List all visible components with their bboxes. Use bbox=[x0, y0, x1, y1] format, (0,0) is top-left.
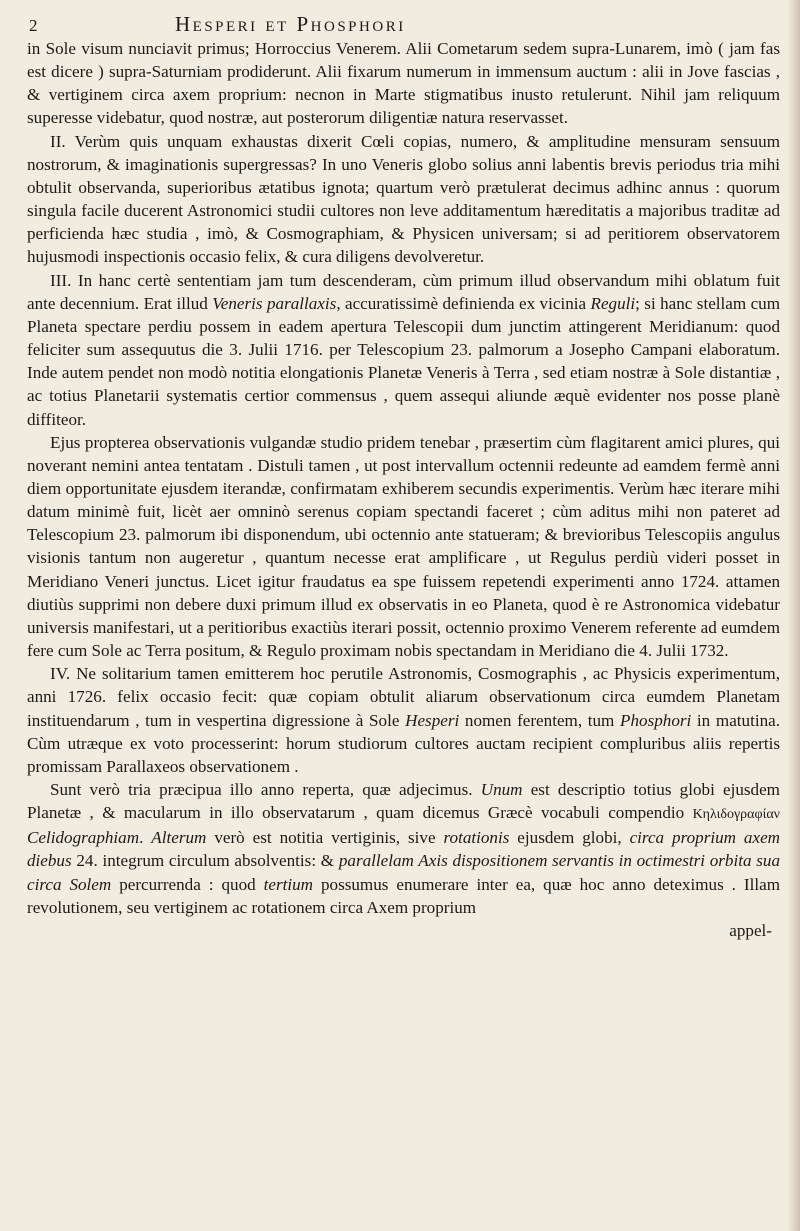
page-number: 2 bbox=[29, 16, 38, 35]
paragraph-section-4 bbox=[27, 662, 780, 778]
italic-veneris-parallaxis: Veneris parallaxis bbox=[212, 293, 337, 313]
page-header bbox=[27, 12, 780, 36]
paragraph-section-3 bbox=[27, 269, 780, 431]
section-number-4: IV. bbox=[50, 664, 71, 684]
paragraph-5-text-b: nomen ferentem, tum bbox=[459, 710, 621, 730]
paragraph-6-text-h: percurrenda : quod bbox=[111, 874, 264, 894]
italic-parallelam-axis: parallelam Axis dispositionem servantis in octimestri orbita sua circa Solem bbox=[27, 851, 781, 894]
italic-phosphori: Phosphori bbox=[620, 710, 692, 730]
paragraph-3-text-a: In hanc certè sententiam jam tum descenderam, cùm primum illud observandum mihi oblatum fuit ante decennium. Erat illud bbox=[27, 270, 781, 313]
greek-word: Κηλιδογραφίαν bbox=[692, 807, 780, 823]
catchword: appel- bbox=[729, 920, 772, 940]
italic-circa-axem: circa proprium axem diebus bbox=[27, 828, 780, 871]
paragraph-6-text-j: possumus enumerare inter ea, quæ hoc anno deteximus . Illam revolutionem, seu vertiginem ac rotationem circa Axem proprium bbox=[27, 874, 780, 917]
paragraph-6-text-d: . bbox=[139, 828, 152, 848]
paragraph-2-text: Verùm quis unquam exhaustas dixerit Cœli copias, numero, & amplitudine mensuram sensuum nostrorum, & imaginationis supergressas? In uno Veneris globo solius anni labentis brevis periodus tria mihi obtulit observanda, superioribus ætatibus ignota; quartum verò prætulerat decimus adhinc annus : quorum singula facile ducerent Astronomici studii cultores non leve additamentum hæreditatis a majoribus traditæ ad perficienda hæc studia , imò, & Cosmographiam, & Physicen universam; si ad peritiorem observatorem hujusmodi inspectionis occasio felix, & cura diligens devolveretur. bbox=[27, 131, 780, 267]
italic-celidographiam: Celidographiam bbox=[27, 828, 140, 848]
paragraph-5-text-c: in matutina. Cùm utræque ex voto processerint: horum studiorum cultores auctam recipient compluribus aliis repertis promissam Parallaxeos observationem . bbox=[27, 710, 780, 776]
paragraph-6-text-g: 24. integrum circulum absolventis: & bbox=[71, 851, 339, 871]
paragraph-5-text-a: Ne solitarium tamen emitterem hoc perutile Astronomis, Cosmographis , ac Physicis experimentum, anni 1726. felix occasio fecit: quæ copiam obtulit aliarum observationum circa eumdem Planetam instituendarum , tum in vespertina digressione à Sole bbox=[27, 664, 780, 730]
paragraph-6-text-a: Sunt verò tria præcipua illo anno reperta, quæ adjecimus. bbox=[50, 780, 481, 799]
paragraph-4-text: Ejus propterea observationis vulgandæ studio pridem tenebar , præsertim cùm flagitarent amici plures, qui noverant nemini antea tentatam . Distuli tamen , ut post intervallum octennii redeunte ad eamdem fermè anni diem opportunitate ejusdem iterandæ, confirmatam exhiberem secundis experimentis. Verùm hæc iterare mihi datum minimè fuit, licèt aer omninò serenus copiam spectandi faceret ; cùm aditus mihi non pateret ad Telescopium 23. palmorum ibi disponendum, ubi octennio ante statueram; & brevioribus Telescopiis angulus visionis tantum non augeretur , quantum necesse erat amplificare , ut Regulus perdiù videri posset in Meridiano Veneri junctus. Licet igitur fraudatus ea spe fuissem repetendi experimenti anno 1724. attamen diutiùs supprimi non debere duxi primum illud ex observatis in eo Planeta, quod è re Astronomica videbatur universis manifestari, ut a peritioribus exactiùs iterari possit, octennio proximo Venerem referente ad eumdem fere cum Sole ac Terra positum, & Regulo proximam nobis spectandam in Meridiano die 4. Julii 1732. bbox=[27, 432, 780, 661]
paragraph-4 bbox=[27, 431, 780, 663]
paragraph-3-text-c: ; si hanc stellam cum Planeta spectare perdiu possem in eadem apertura Telescopii dum junctim attingerent Meridianum: quod feliciter sum assequutus die 3. Julii 1716. per Telescopium 23. palmorum a Josepho Campani elaboratum. Inde autem pendet non modò notitia elongationis Planetæ Veneris à Terra , sed etiam nostræ à Sole distantiæ , ac totius Planetarii systematis certior commensus , quem assequi aliunde æquè evidenter nos posse planè diffiteor. bbox=[27, 293, 781, 429]
paragraph-6 bbox=[27, 778, 780, 919]
italic-reguli: Reguli bbox=[590, 293, 636, 313]
italic-hesperi: Hesperi bbox=[405, 710, 460, 730]
paragraph-6-text-b: est descriptio totius globi ejusdem Planetæ , & macularum in illo observatarum , quam dicemus Græcè vocabuli compendio bbox=[27, 780, 780, 823]
body-text bbox=[27, 37, 780, 919]
italic-unum: Unum bbox=[480, 780, 523, 799]
catchword-row bbox=[27, 919, 780, 942]
section-number-2: II. bbox=[50, 131, 66, 151]
paragraph-section-2 bbox=[27, 130, 780, 269]
paragraph-6-text-e: verò est notitia vertiginis, sive bbox=[206, 828, 444, 848]
section-number-3: III. bbox=[50, 270, 72, 290]
italic-rotationis: rotationis bbox=[443, 828, 510, 848]
italic-alterum: Alterum bbox=[151, 828, 207, 848]
paragraph-6-text-f: ejusdem globi, bbox=[509, 828, 630, 848]
running-head: Hesperi et Phosphori bbox=[175, 12, 406, 36]
paragraph-1-text: in Sole visum nunciavit primus; Horroccius Venerem. Alii Cometarum sedem supra-Lunarem, imò ( jam fas est dicere ) supra-Saturniam prodiderunt. Alii fixarum numerum in immensum auctum : alii in Jove fascias , & vertiginem circa axem proprium: necnon in Marte stigmatibus inusto retulerunt. Nihil jam reliquum superesse videbatur, quod nostræ, aut posterorum diligentiæ natura reservasset. bbox=[27, 39, 780, 128]
italic-tertium: tertium bbox=[263, 874, 314, 894]
paragraph-1 bbox=[27, 37, 780, 130]
paragraph-3-text-b: , accuratissimè definienda ex vicinia bbox=[336, 293, 591, 313]
